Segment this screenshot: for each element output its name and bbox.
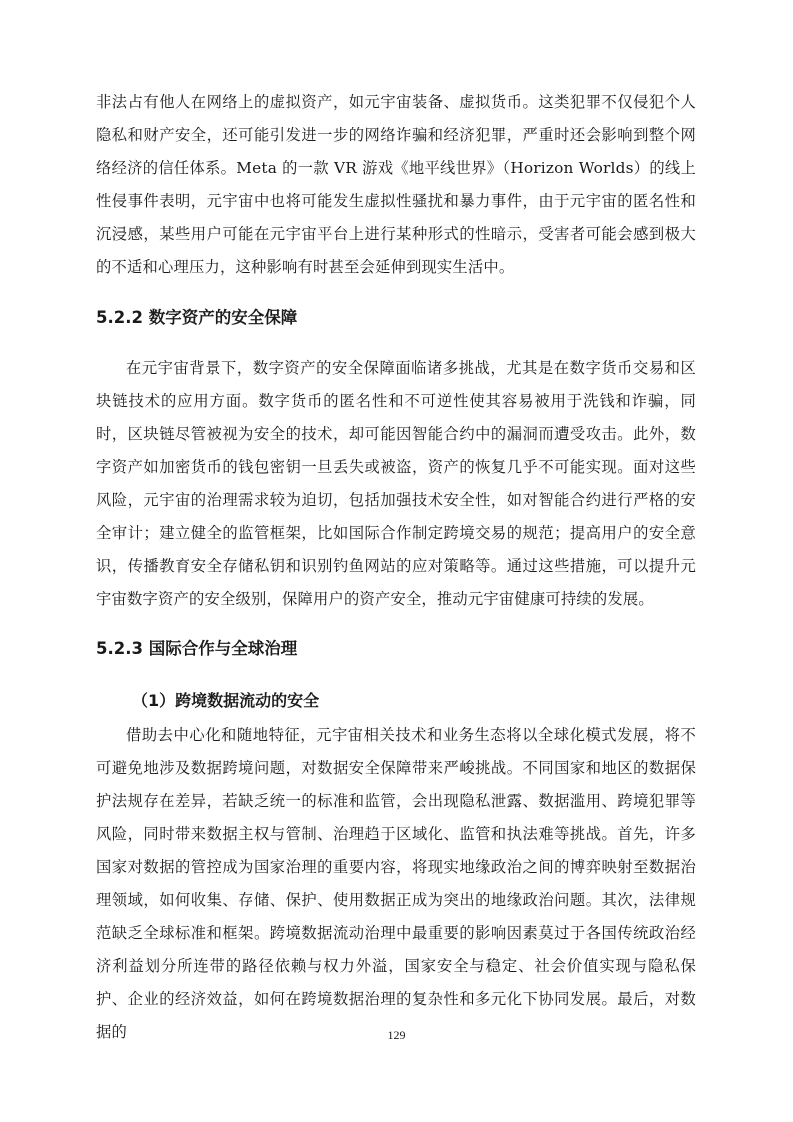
page-body [96, 86, 696, 1049]
section-heading-5-2-2: 5.2.2 数字资产的安全保障 [96, 308, 298, 327]
subsection-heading-cross-border-data: （1）跨境数据流动的安全 [132, 691, 320, 710]
paragraph-cross-border-data: 借助去中心化和随地特征，元宇宙相关技术和业务生态将以全球化模式发展，将不可避免地涉及数据跨境问题，对数据安全保障带来严峻挑战。不同国家和地区的数据保护法规存在差异，若缺乏统一的标准和监管，会出现隐私泄露、数据滥用、跨境犯罪等风险，同时带来数据主权与管制、治理趋于区域化、监管和执法难等挑战。首先，许多国家对数据的管控成为国家治理的重要内容，将现实地缘政治之间的博弈映射至数据治理领域，如何收集、存储、保护、使用数据正成为突出的地缘政治问题。其次，法律规范缺乏全球标准和框架。跨境数据流动治理中最重要的影响因素莫过于各国传统政治经济利益划分所连带的路径依赖与权力外溢，国家安全与稳定、社会价值实现与隐私保护、企业的经济效益，如何在跨境数据治理的复杂性和多元化下协同发展。最后，对数据的 [96, 726, 696, 1041]
paragraph-digital-asset-security: 在元宇宙背景下，数字资产的安全保障面临诸多挑战，尤其是在数字货币交易和区块链技术的应用方面。数字货币的匿名性和不可逆性使其容易被用于洗钱和诈骗，同时，区块链尽管被视为安全的技术，却可能因智能合约中的漏洞而遭受攻击。此外，数字资产如加密货币的钱包密钥一旦丢失或被盗，资产的恢复几乎不可能实现。面对这些风险，元宇宙的治理需求较为迫切，包括加强技术安全性，如对智能合约进行严格的安全审计；建立健全的监管框架，比如国际合作制定跨境交易的规范；提高用户的安全意识，传播教育安全存储私钥和识别钓鱼网站的应对策略等。通过这些措施，可以提升元宇宙数字资产的安全级别，保障用户的资产安全，推动元宇宙健康可持续的发展。 [96, 359, 696, 608]
section-heading-5-2-3: 5.2.3 国际合作与全球治理 [96, 639, 298, 658]
paragraph-virtual-assets: 非法占有他人在网络上的虚拟资产，如元宇宙装备、虚拟货币。这类犯罪不仅侵犯个人隐私和财产安全，还可能引发进一步的网络诈骗和经济犯罪，严重时还会影响到整个网络经济的信任体系。Meta 的一款 VR 游戏《地平线世界》（Horizon Worlds）的线上性侵事件表明，元宇宙中也将可能发生虚拟性骚扰和暴力事件，由于元宇宙的匿名性和沉浸感，某些用户可能在元宇宙平台上进行某种形式的性暗示，受害者可能会感到极大的不适和心理压力，这种影响有时甚至会延伸到现实生活中。 [96, 93, 696, 276]
page-number: 129 [387, 1028, 406, 1042]
